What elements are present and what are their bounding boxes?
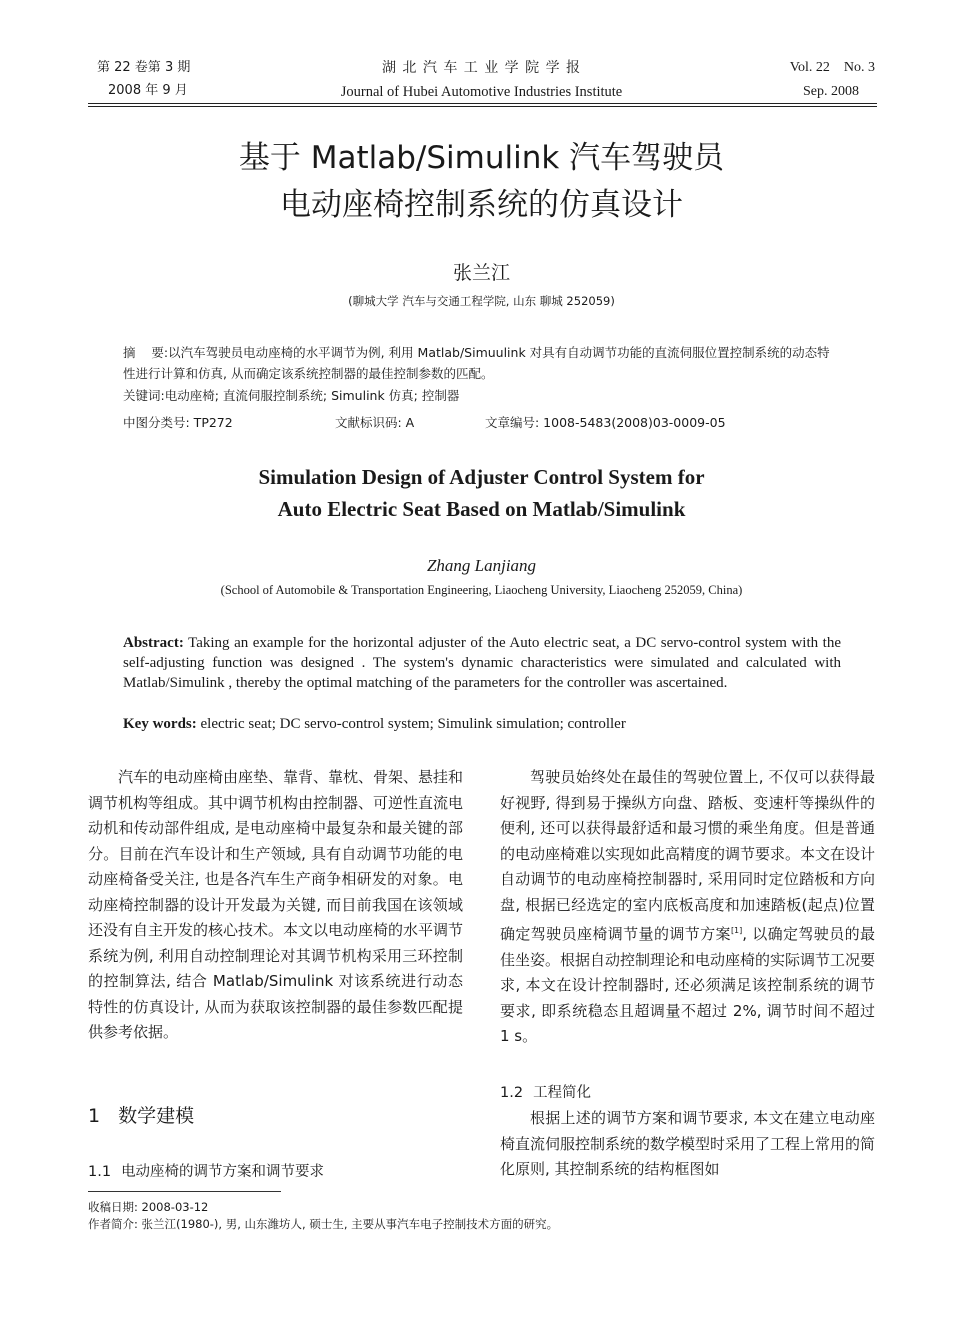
section-1-number: 1	[88, 1105, 101, 1127]
subsection-1-1-number: 1.1	[88, 1164, 112, 1180]
subsection-1-1-title: 电动座椅的调节方案和调节要求	[121, 1164, 325, 1180]
abstract-en-label: Abstract:	[123, 635, 184, 651]
keywords-cn-text: 电动座椅; 直流伺服控制系统; Simulink 仿真; 控制器	[164, 388, 460, 403]
seat-adjust-text-a: 驾驶员始终处在最佳的驾驶位置上, 不仅可以获得最好视野, 得到易于操纵方向盘、踏板、变速杆等操纵件的便利, 还可以获得最舒适和最习惯的乘坐角度。但是普通的电动座椅难以实现如此高精度的调节要求。本文在设计自动调节的电动座椅控制器时, 采用同时定位踏板和方向盘, 根据已经选定的室内底板高度和加速踏板(起点)位置确定驾驶员座椅调节量的调节方案	[500, 768, 876, 943]
received-date: 收稿日期: 2008-03-12	[88, 1200, 209, 1214]
abstract-cn	[123, 342, 841, 384]
title-cn-line-2: 电动座椅控制系统的仿真设计	[280, 187, 683, 223]
abstract-cn-label: 摘 要:	[123, 345, 169, 360]
body-right-column	[500, 765, 875, 1050]
date-en: Sep. 2008	[803, 84, 859, 99]
affiliation-en: (School of Automobile & Transportation Engineering, Liaocheng University, Liaocheng 252059, China)	[220, 583, 743, 597]
title-en-line-1: Simulation Design of Adjuster Control System for	[258, 465, 705, 489]
section-1-heading	[88, 1101, 194, 1128]
keywords-en-text: electric seat; DC servo-control system; Simulink simulation; controller	[200, 716, 626, 732]
simplification-paragraph: 根据上述的调节方案和调节要求, 本文在建立电动座椅直流伺服控制系统的数学模型时采用了工程上常用的简化原则, 其控制系统的结构框图如	[500, 1109, 876, 1178]
author-cn: 张兰江	[452, 262, 510, 284]
volume-cn: 第 22 卷第 3 期	[97, 60, 191, 75]
header-rule	[88, 103, 877, 104]
body-right-column-2	[500, 1106, 875, 1183]
subsection-1-1-heading	[88, 1160, 324, 1181]
subsection-1-2-heading	[500, 1081, 591, 1102]
author-bio: 作者简介: 张兰江(1980-), 男, 山东潍坊人, 硕士生, 主要从事汽车电子控制技术方面的研究。	[88, 1217, 559, 1231]
date-cn: 2008 年 9 月	[108, 83, 188, 98]
body-left-column	[88, 765, 463, 1046]
intro-paragraph: 汽车的电动座椅由座垫、靠背、靠枕、骨架、悬挂和调节机构等组成。其中调节机构由控制器、可逆性直流电动机和传动部件组成, 是电动座椅中最复杂和最关键的部分。目前在汽车设计和生产领域, 具有自动调节功能的电动座椅备受关注, 也是各汽车生产商争相研发的对象。电动座椅控制器的设计开发最为关键, 而目前我国在该领域还没有自主开发的核心技术。本文以电动座椅的水平调节系统为例, 利用自动控制理论对其调节机构采用三环控制的控制算法, 结合 Matlab/Simulink 对该系统进行动态特性的仿真设计, 从而为获取该控制器的最佳参数匹配提供参考依据。	[88, 768, 464, 1041]
subsection-1-2-number: 1.2	[500, 1085, 524, 1101]
title-cn-line-1: 基于 Matlab/Simulink 汽车驾驶员	[238, 140, 725, 176]
journal-name-en: Journal of Hubei Automotive Industries Institute	[340, 84, 623, 100]
affiliation-cn: (聊城大学 汽车与交通工程学院, 山东 聊城 252059)	[348, 294, 615, 308]
header-rule-thin	[88, 106, 877, 107]
volume-en: Vol. 22 No. 3	[789, 60, 875, 75]
keywords-cn	[123, 385, 841, 406]
keywords-cn-label: 关键词:	[123, 388, 165, 403]
title-en-line-2: Auto Electric Seat Based on Matlab/Simulink	[277, 497, 686, 521]
abstract-cn-text: 以汽车驾驶员电动座椅的水平调节为例, 利用 Matlab/Simuulink 对具有自动调节功能的直流伺服位置控制系统的动态特性进行计算和仿真, 从而确定该系统控制器的最佳控制参数的匹配。	[123, 345, 830, 381]
section-1-title: 数学建模	[118, 1105, 195, 1127]
seat-adjust-paragraph	[500, 765, 875, 1050]
journal-name-cn: 湖 北 汽 车 工 业 学 院 学 报	[381, 60, 582, 76]
subsection-1-2-title: 工程简化	[533, 1085, 592, 1101]
citation-ref-1: [1]	[730, 926, 743, 935]
author-en: Zhang Lanjiang	[426, 556, 537, 575]
footnote-rule	[88, 1191, 281, 1192]
abstract-en-text: Taking an example for the horizontal adjuster of the Auto electric seat, a DC servo-control system with the self-adjusting function was designed . The system's dynamic characteristics were simulated and calculated with Matlab/Simulink , thereby the optimal matching of the parameters for the controller was ascertained.	[123, 635, 841, 691]
clc-number: 中图分类号: TP272	[123, 415, 233, 430]
article-number: 文章编号: 1008-5483(2008)03-0009-05	[485, 415, 726, 430]
abstract-en	[123, 633, 841, 693]
seat-adjust-text-b: , 以确定驾驶员的最佳坐姿。根据自动控制理论和电动座椅的实际调节工况要求, 本文在设计控制器时, 还必须满足该控制系统的调节要求, 即系统稳态且超调量不超过 2%, 调节时间不超过 1 s。	[500, 925, 876, 1045]
keywords-en	[123, 714, 841, 734]
keywords-en-label: Key words:	[123, 716, 197, 732]
document-code: 文献标识码: A	[335, 415, 415, 430]
